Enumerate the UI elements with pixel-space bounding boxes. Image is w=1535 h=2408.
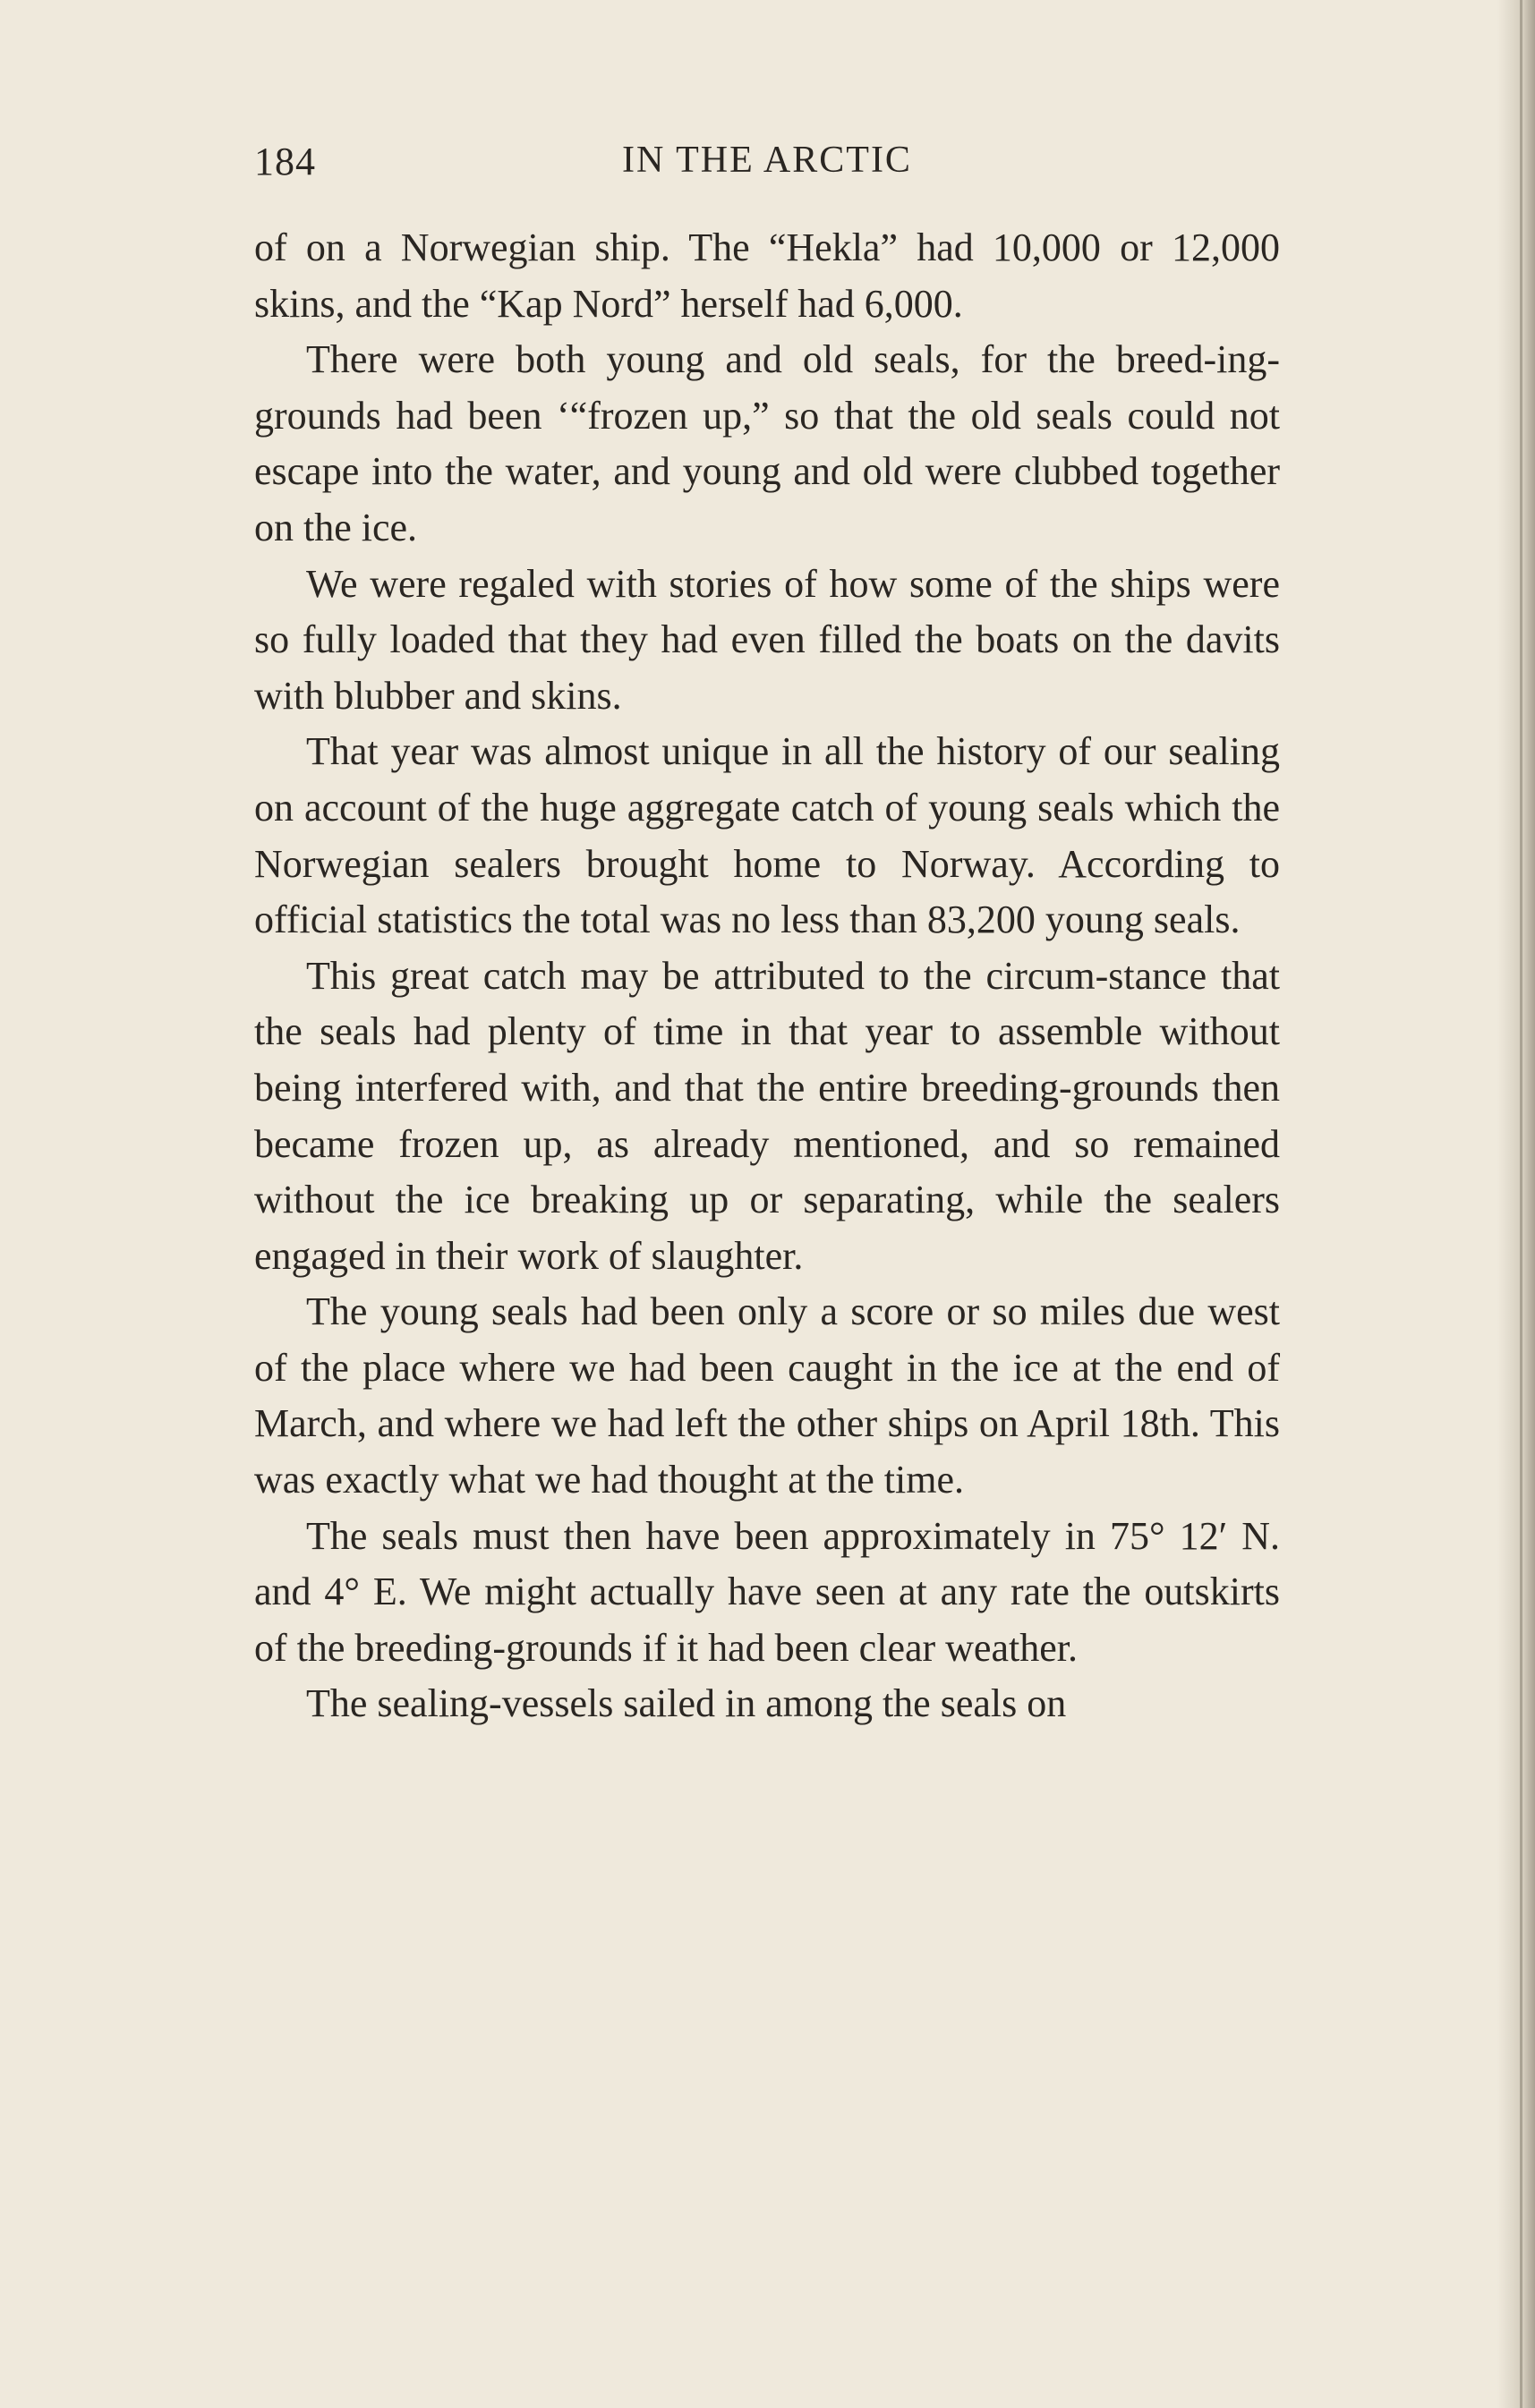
paragraph: That year was almost unique in all the history of our sealing on account of the huge aggregate catch of young seals which the Norwegian sealers brought home to Norway. According to official statistics the total was no less than 83,200 young seals. — [254, 729, 1280, 942]
page-edge-line — [1520, 0, 1522, 2408]
paragraph: of on a Norwegian ship. The “Hekla” had 10,000 or 12,000 skins, and the “Kap Nord” herself had 6,000. — [254, 225, 1280, 326]
paragraph: The seals must then have been approximately in 75° 12′ N. and 4° E. We might actually have seen at any rate the outskirts of the breeding-grounds if it had been clear weather. — [254, 1513, 1280, 1670]
page-header — [254, 139, 1280, 192]
paragraph: The young seals had been only a score or so miles due west of the place where we had been caught in the ice at the end of March, and where we had left the other ships on April 18th. This was exactly what we had thought at the time. — [254, 1289, 1280, 1502]
page-edge-shadow — [1497, 0, 1535, 2408]
paragraph: The sealing-vessels sailed in among the seals on — [306, 1681, 1067, 1726]
body-text — [254, 220, 1280, 1732]
paragraph: This great catch may be attributed to the circum-stance that the seals had plenty of time in that year to assemble without being interfered with, and that the entire breeding-grounds then became frozen up, as already mentioned, and so remained without the ice breaking up or separating, while the sealers engaged in their work of slaughter. — [254, 953, 1280, 1278]
paragraph: There were both young and old seals, for the breed-ing-grounds had been ‘“frozen up,” so that the old seals could not escape into the water, and young and old were clubbed together on the ice. — [254, 337, 1280, 549]
running-head: IN THE ARCTIC — [622, 140, 912, 181]
paragraph: We were regaled with stories of how some of the ships were so fully loaded that they had even filled the boats on the davits with blubber and skins. — [254, 561, 1280, 718]
page-number: 184 — [254, 140, 316, 183]
